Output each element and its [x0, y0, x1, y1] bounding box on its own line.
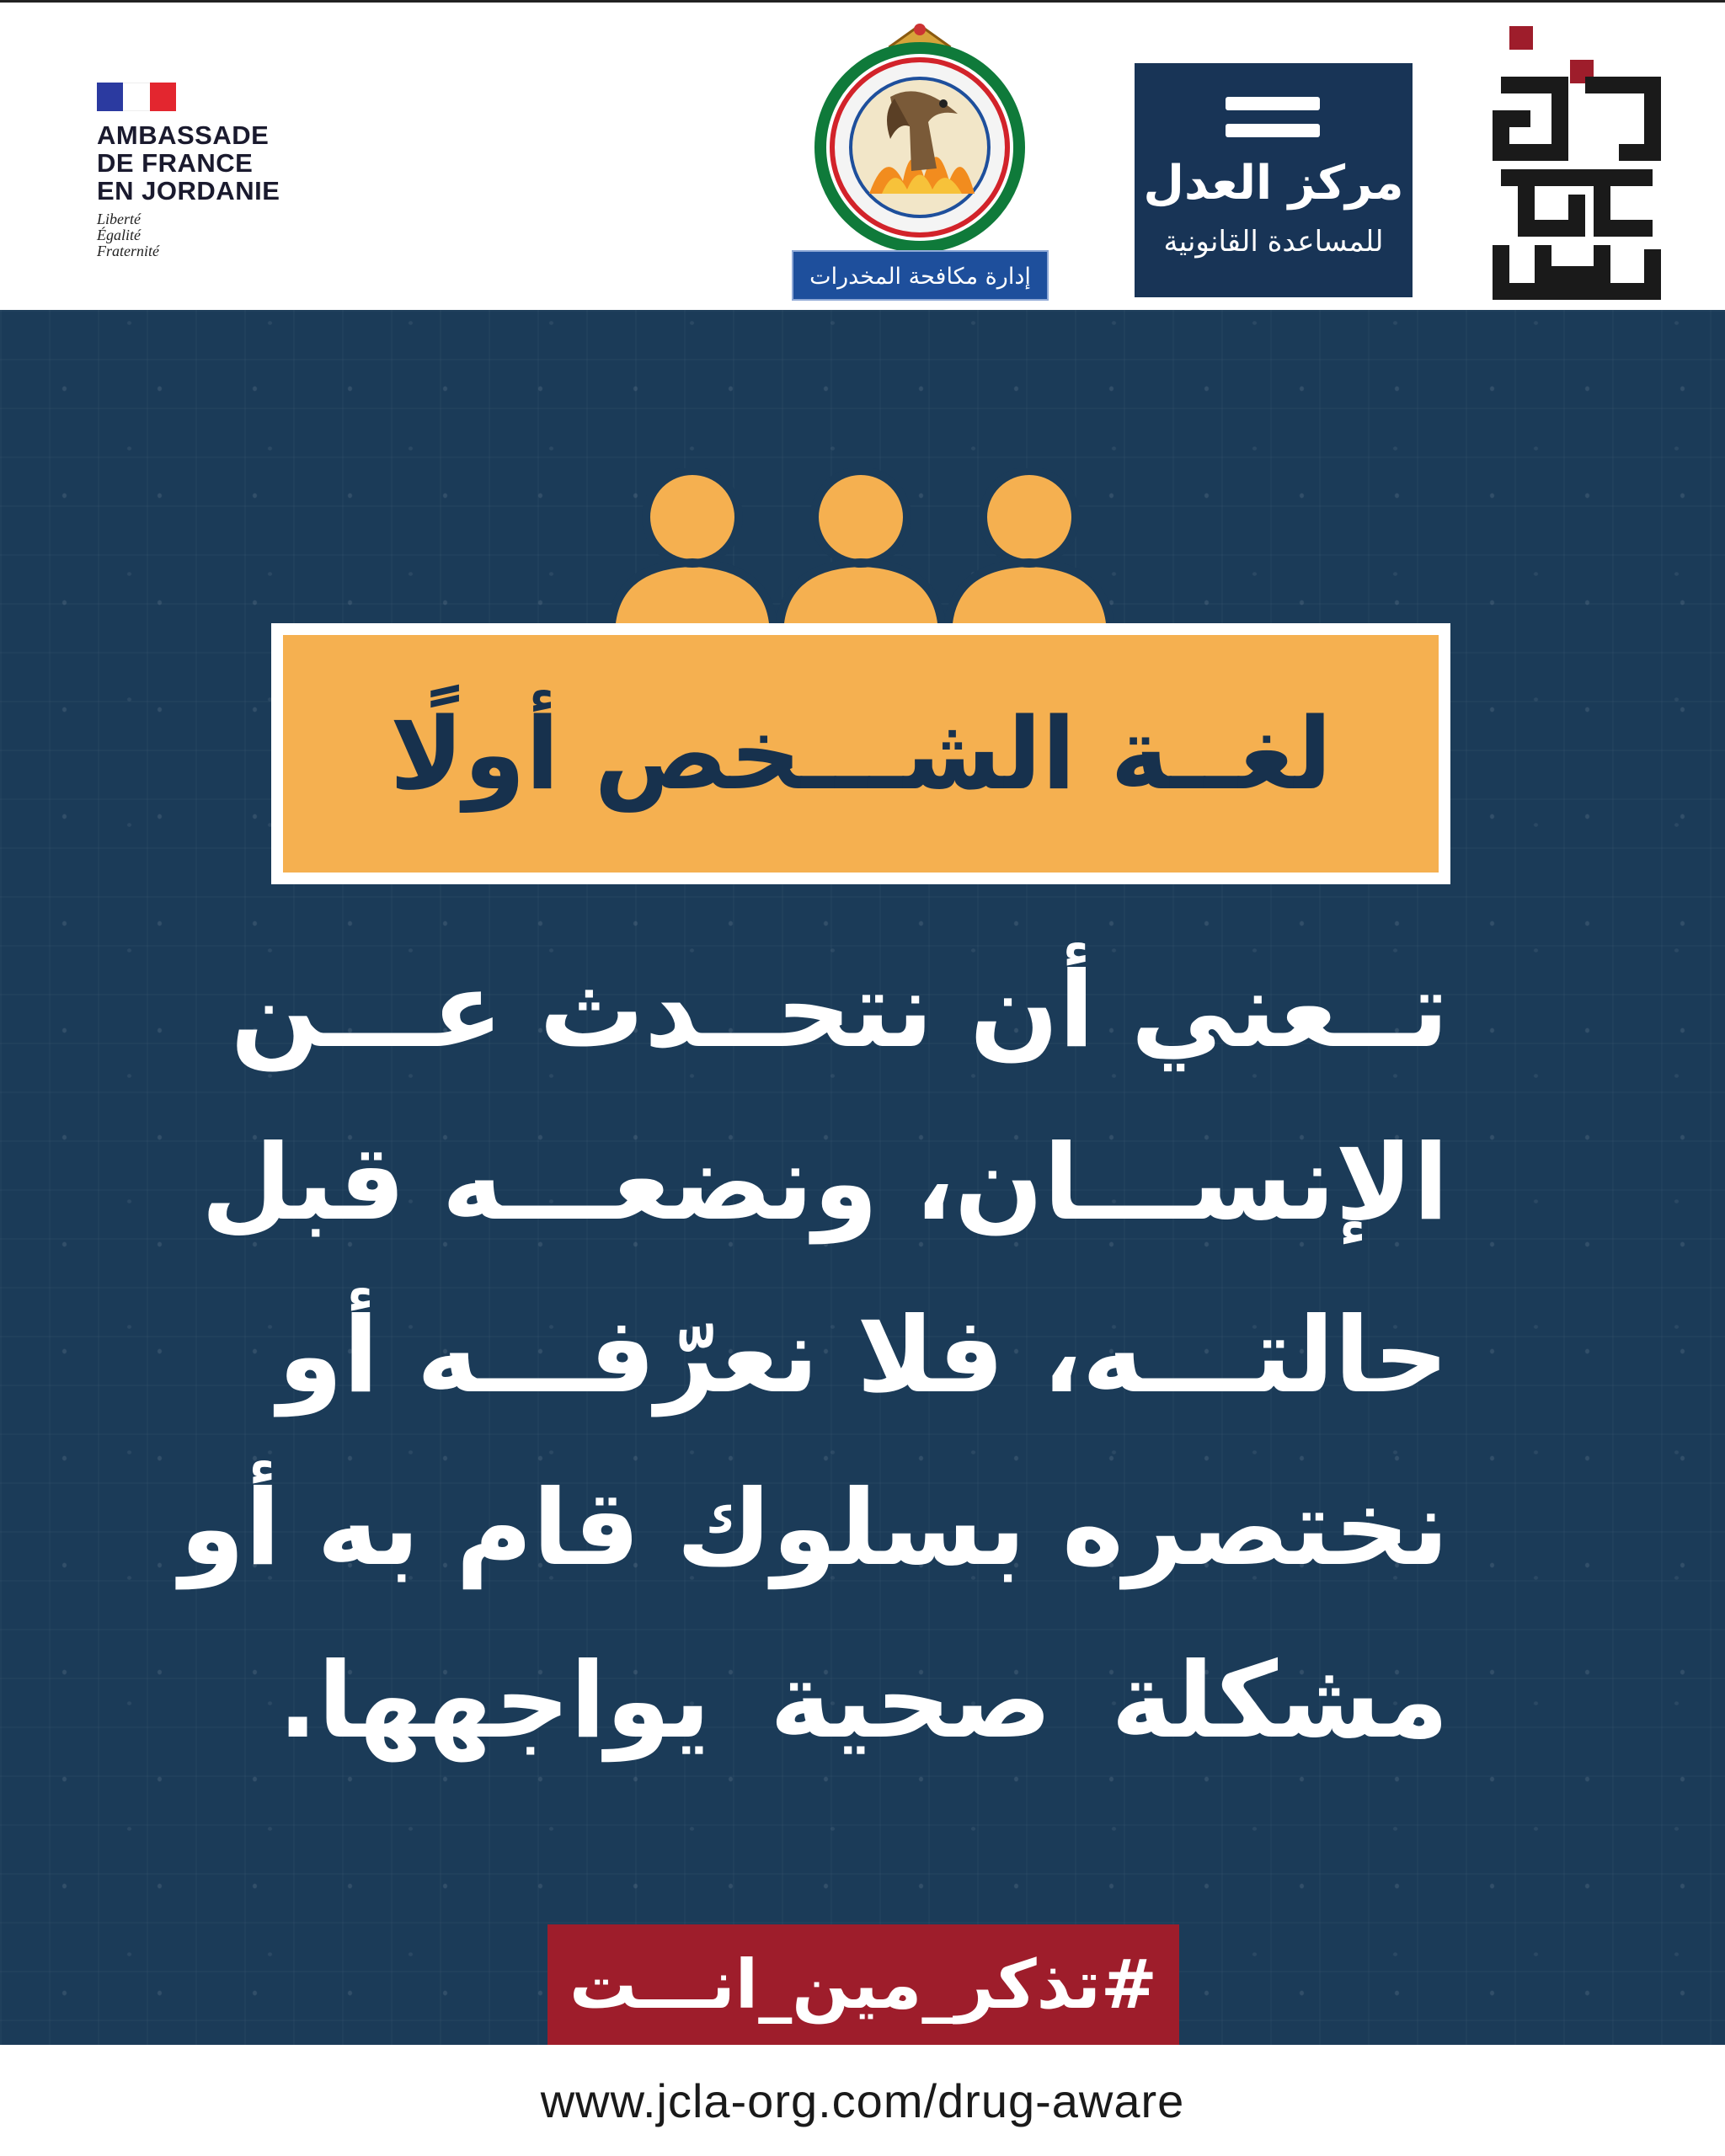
motto-line: Égalité — [97, 227, 141, 243]
french-flag-icon — [97, 83, 176, 111]
anti-narcotics-logo — [792, 21, 1049, 299]
motto-line: Fraternité — [97, 243, 159, 259]
justice-center-logo — [1135, 63, 1413, 297]
body-line: مشكلة صحية يواجهها. — [278, 1641, 1449, 1762]
hashtag-badge: #تذكر_مين_انـــت — [547, 1924, 1179, 2045]
body-line: الإنســـان، ونضعـــه قبل — [200, 1123, 1449, 1244]
embassy-line: DE FRANCE — [97, 148, 254, 178]
embassy-name — [97, 121, 333, 205]
footer-bar — [0, 2045, 1725, 2156]
narcotics-emblem-icon — [810, 21, 1029, 257]
justice-center-subtitle: للمساعدة القانونية — [1163, 225, 1384, 259]
body-line: تــعني أن نتحــدث عـــن — [230, 950, 1449, 1071]
embassy-motto — [97, 211, 333, 259]
equals-sign-icon — [1226, 97, 1320, 151]
header-bar — [0, 0, 1725, 310]
main-panel — [0, 310, 1725, 2045]
people-group-icon — [611, 468, 1116, 637]
body-line: حالتـــه، فلا نعرّفـــه أو — [278, 1295, 1449, 1417]
body-line: نختصره بسلوك قام به أو — [179, 1468, 1449, 1589]
title-box — [271, 623, 1450, 884]
embassy-logo — [97, 83, 333, 259]
anti-narcotics-label: إدارة مكافحة المخدرات — [792, 250, 1049, 301]
embassy-line: AMBASSADE — [97, 120, 270, 150]
page-title: لغــة الشـــخص أولًا — [389, 696, 1332, 812]
motto-line: Liberté — [97, 211, 141, 227]
embassy-line: EN JORDANIE — [97, 176, 280, 205]
justice-center-name: مركز العدل — [1143, 156, 1404, 211]
kufic-calligraphy-logo-icon — [1493, 26, 1661, 300]
website-url: www.jcla-org.com/drug-aware — [540, 2073, 1185, 2127]
body-text — [179, 925, 1449, 1788]
